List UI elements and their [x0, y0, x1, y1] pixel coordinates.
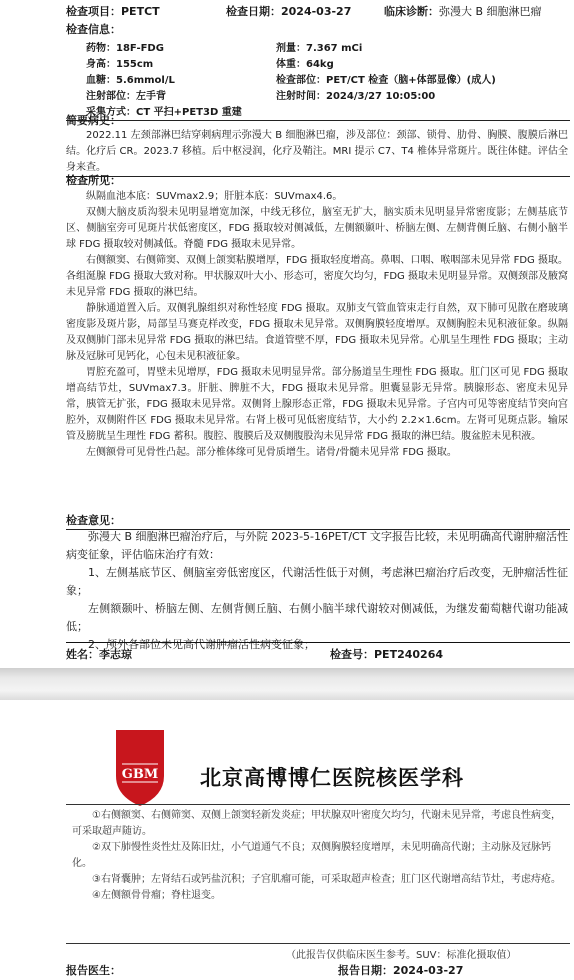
opinion-body [66, 528, 568, 654]
hospital-logo [116, 730, 164, 806]
conclusion-item: ①右侧额窦、右侧筛窦、双侧上颌窦轻新发炎症；甲状腺双叶密度欠均匀，代谢未见异常，考虑良性病变，可采取超声随访。 [72, 810, 561, 837]
exam-item: 检查项目：PETCT [66, 5, 160, 18]
clinical-diagnosis [384, 3, 542, 19]
clinical-diagnosis-value: 弥漫大 B 细胞淋巴瘤 [439, 5, 542, 18]
findings-paragraph: 纵隔血池本底：SUVmax2.9；肝脏本底：SUVmax4.6。 [86, 191, 343, 202]
info-height: 身高：155cm [86, 59, 154, 70]
page-gap [0, 668, 574, 700]
opinion-title: 检查意见： [66, 514, 121, 527]
findings-body [66, 189, 568, 461]
info-inject-site: 注射部位：左手背 [86, 91, 166, 102]
clinical-diagnosis-label: 临床诊断： [384, 5, 439, 18]
report-date: 报告日期：2024-03-27 [338, 964, 464, 977]
info-acquisition: 采集方式：CT 平扫+PET3D 重建 [86, 107, 242, 118]
info-dose: 剂量：7.367 mCi [276, 43, 363, 54]
findings-paragraph: 双侧大脑皮质沟裂未见明显增宽加深，中线无移位，脑室无扩大，脑实质未见明显异常密度影；左侧基底节区、侧脑室旁可见斑片状低密度区，FDG 摄取较对侧减低，左侧额颞叶、桥脑左侧、左侧背侧丘脑、右侧小脑半球 FDG 摄取较对侧减低。脊髓 FDG 摄取未见异常。 [66, 207, 568, 250]
opinion-paragraph: 2、颅外各部位未见高代谢肿瘤活性病变征象； [88, 638, 315, 651]
info-drug: 药物：18F-FDG [86, 43, 164, 54]
info-inject-time: 注射时间：2024/3/27 10:05:00 [276, 91, 436, 102]
conclusion-item: ④左侧额骨骨瘤；脊柱退变。 [92, 890, 221, 901]
history-title: 简要病史： [66, 114, 121, 127]
history-text [66, 128, 568, 176]
findings-paragraph: 左侧额骨可见骨性凸起。部分椎体缘可见骨质增生。诸骨/骨髓未见异常 FDG 摄取。 [86, 447, 457, 458]
opinion-paragraph: 弥漫大 B 细胞淋巴瘤治疗后，与外院 2023-5-16PET/CT 文字报告比较，未见明确高代谢肿瘤活性病变征象，评估临床治疗有效： [66, 530, 568, 561]
findings-paragraph: 静脉通道置入后。双侧乳腺组织对称性轻度 FDG 摄取。双肺支气管血管束走行自然，双下肺可见散在磨玻璃密度影及斑片影，局部呈马赛克样改变，FDG 摄取未见异常。双侧胸膜轻度增厚。双侧胸腔未见积液征象。纵隔及双侧肺门部未见异常 FDG 摄取的淋巴结。食道管壁不厚，FDG 摄取未见异常。心肌呈生理性 FDG 摄取；主动脉及冠脉可见钙化，心包未见积液征象。 [66, 303, 568, 362]
info-glucose: 血糖：5.6mmol/L [86, 75, 175, 86]
findings-title: 检查所见： [66, 174, 121, 187]
conclusion-list [72, 808, 564, 904]
info-exam-part: 检查部位：PET/CT 检查（脑+体部显像）(成人) [276, 75, 496, 86]
info-title: 检查信息： [66, 23, 121, 36]
findings-paragraph: 右侧额窦、右侧筛窦、双侧上颌窦粘膜增厚，FDG 摄取轻度增高。鼻咽、口咽、喉咽部未见异常 FDG 摄取。各组涎腺 FDG 摄取大致对称。甲状腺双叶大小、形态可，密度欠均匀，FDG 摄取未见明显异常。双侧颈部及腋窝未见异常 FDG 摄取的淋巴结。 [66, 255, 568, 298]
report-doctor: 报告医生： [66, 964, 121, 977]
footer-divider [66, 642, 570, 643]
disclaimer: （此报告仅供临床医生参考。SUV：标准化摄取值） [286, 950, 517, 961]
divider [66, 176, 570, 177]
opinion-paragraph: 1、左侧基底节区、侧脑室旁低密度区，代谢活性低于对侧，考虑淋巴瘤治疗后改变，无肿瘤活性征象； [66, 566, 568, 597]
divider [66, 120, 570, 121]
info-weight: 体重：64kg [276, 59, 334, 70]
conclusion-item: ③右肾囊肿；左肾结石或钙盐沉积；子宫肌瘤可能，可采取超声检查；肛门区代谢增高结节灶，考虑痔疮。 [92, 874, 561, 885]
hospital-name: 北京高博博仁医院核医学科 [200, 765, 464, 790]
opinion-paragraph: 左侧额颞叶、桥脑左侧、左侧背侧丘脑、右侧小脑半球代谢较对侧减低，为继发葡萄糖代谢功能减低； [66, 602, 568, 633]
exam-number: 检查号：PET240264 [330, 648, 444, 661]
history-paragraph: 2022.11 左颈部淋巴结穿刺病理示弥漫大 B 细胞淋巴瘤，涉及部位：颈部、锁骨、肋骨、胸膜、腹膜后淋巴结。化疗后 CR。2023.7 移植。后中枢浸润，化疗及鞘注。MRI 提示 C7、T4 椎体异常斑片。既往体健。评估全身来查。 [66, 130, 568, 173]
patient-name: 姓名：李志琼 [66, 648, 132, 661]
conclusion-item: ②双下肺慢性炎性灶及陈旧灶，小气道通气不良；双侧胸膜轻度增厚，未见明确高代谢；主动脉及冠脉钙化。 [72, 842, 551, 869]
findings-paragraph: 胃腔充盈可，胃壁未见增厚，FDG 摄取未见明显异常。部分肠道呈生理性 FDG 摄取。肛门区可见 FDG 摄取增高结节灶，SUVmax7.3。肝脏、脾脏不大，FDG 摄取未见异常。胆囊显影无异常。胰腺形态、密度未见异常，胰管无扩张，FDG 摄取未见异常。双侧肾上腺形态正常，FDG 摄取未见异常。子宫内可见等密度结节突向宫腔外，双侧附件区 FDG 摄取未见异常。右肾上极可见低密度结节，大小约 2.2×1.6cm。左肾可见斑点影。输尿管及膀胱呈生理性 FDG 蓄积。腹腔、腹膜后及双侧腹股沟未见异常 FDG 摄取的淋巴结。腹盆腔未见积液。 [66, 367, 568, 442]
exam-date: 检查日期：2024-03-27 [226, 5, 352, 18]
logo-text: GBM [121, 767, 159, 782]
hospital-logo-shield-icon [116, 730, 164, 806]
